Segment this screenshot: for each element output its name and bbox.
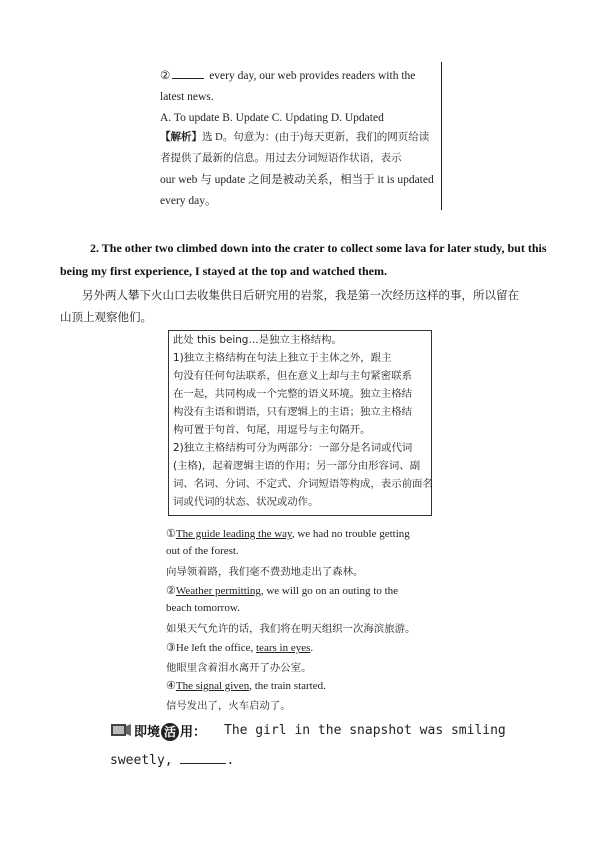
example-text: He left the office, — [175, 642, 256, 654]
example-2-translation: 如果天气允许的话，我们将在明天组织一次海滨旅游。 — [166, 623, 416, 635]
example-underlined: The guide leading the way — [175, 528, 292, 540]
grammar-line: (主格)，起着逻辑主语的作用；另一部分由形容词、副 — [173, 460, 421, 472]
grammar-line: 词、名词、分词、不定式、介词短语等构成，表示前面名 — [173, 478, 433, 490]
grammar-line: 构可置于句首、句尾，用逗号与主句隔开。 — [173, 424, 371, 436]
practice-sentence-line-2 — [110, 751, 234, 768]
question-number: ② — [160, 70, 171, 82]
question-line-1 — [160, 68, 415, 84]
practice-period: . — [226, 753, 235, 768]
analysis-line-3: our web 与 update 之间是被动关系，相当于 it is updated — [160, 174, 434, 186]
example-number: ④ — [166, 680, 176, 692]
analysis-tag: 【解析】 — [160, 132, 202, 143]
example-underlined: tears in eyes — [256, 642, 311, 654]
example-underlined: The signal given — [175, 680, 250, 692]
practice-blank[interactable] — [180, 751, 226, 764]
sentence-2-english-line-2: being my first experience, I stayed at the top and watched them. — [60, 264, 387, 278]
example-2-line-2: beach tomorrow. — [166, 602, 240, 614]
grammar-line: 词或代词的状态、状况或动作。 — [173, 496, 319, 508]
practice-sentence-line-1: The girl in the snapshot was smiling — [224, 723, 506, 738]
example-1-line-2: out of the forest. — [166, 545, 239, 557]
practice-icon — [110, 722, 132, 738]
example-3-line-1 — [166, 641, 313, 654]
grammar-note-box — [168, 330, 432, 516]
example-1-line-1 — [166, 527, 410, 540]
example-3-translation: 他眼里含着泪水离开了办公室。 — [166, 662, 312, 674]
question-text: every day, our web provides readers with the — [209, 70, 416, 82]
block-right-border — [441, 62, 442, 210]
previous-answer-block — [160, 62, 442, 210]
grammar-line: 构没有主语和谓语，只有逻辑上的主语；独立主格结 — [173, 406, 412, 418]
sentence-2-chinese-line-2: 山顶上观察他们。 — [60, 310, 152, 324]
grammar-line: 1)独立主格结构在句法上独立于主体之外，跟主 — [173, 352, 392, 364]
grammar-line: 此处 this being…是独立主格结构。 — [173, 334, 342, 346]
practice-title-colon: 用： — [180, 725, 207, 740]
analysis-text: 选 D。句意为：(由于)每天更新，我们的网页给读 — [202, 132, 430, 143]
example-text: , we will go on an outing to the — [260, 585, 399, 597]
example-2-line-1 — [166, 584, 398, 597]
example-text: , we had no trouble getting — [291, 528, 410, 540]
practice-text: sweetly, — [110, 753, 181, 768]
example-1-translation: 向导领着路，我们毫不费劲地走出了森林。 — [166, 566, 364, 578]
question-line-2: latest news. — [160, 91, 214, 103]
analysis-line-1 — [160, 130, 429, 146]
grammar-line: 在一起，共同构成一个完整的语义环境。独立主格结 — [173, 388, 412, 400]
practice-title-highlight: 活 — [161, 723, 179, 741]
sentence-2-english-line-1: 2. The other two climbed down into the crater to collect some lava for later study, but this — [90, 241, 547, 255]
analysis-line-4: every day。 — [160, 195, 217, 207]
example-number: ① — [166, 528, 176, 540]
example-4-translation: 信号发出了，火车启动了。 — [166, 700, 291, 712]
grammar-line: 2)独立主格结构可分为两部分：一部分是名词或代词 — [173, 442, 413, 454]
example-4-line-1 — [166, 679, 326, 692]
sentence-2-chinese-line-1: 另外两人攀下火山口去收集供日后研究用的岩浆，我是第一次经历这样的事，所以留在 — [82, 288, 519, 302]
example-text: , the train started. — [249, 680, 326, 692]
answer-options: A. To update B. Update C. Updating D. Updated — [160, 112, 384, 124]
answer-blank — [172, 68, 204, 79]
practice-heading — [134, 721, 206, 741]
example-text: . — [310, 642, 314, 654]
practice-title: 即境 — [134, 725, 161, 740]
example-underlined: Weather permitting — [175, 585, 261, 597]
example-number: ② — [166, 585, 176, 597]
analysis-line-2: 者提供了最新的信息。用过去分词短语作状语，表示 — [160, 153, 402, 164]
example-number: ③ — [166, 642, 176, 654]
grammar-line: 句没有任何句法联系，但在意义上却与主句紧密联系 — [173, 370, 412, 382]
